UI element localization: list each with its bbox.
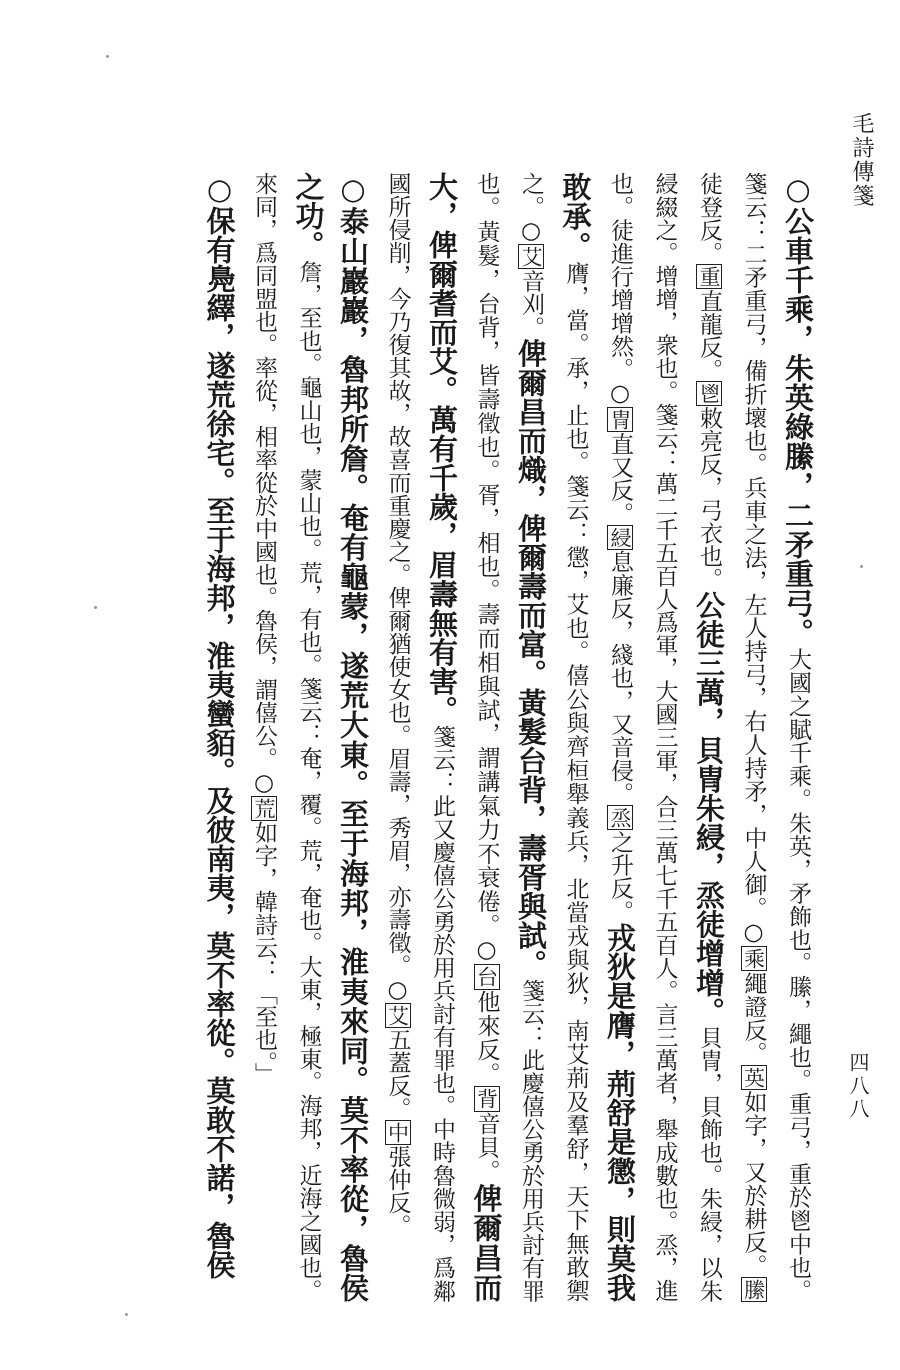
commentary-note: 音貝。	[473, 1111, 500, 1184]
commentary-note: 徒登反。	[696, 172, 722, 265]
boxed-gloss-character: 綅	[608, 526, 632, 548]
scan-speck	[94, 606, 97, 609]
boxed-gloss-character: 乘	[741, 947, 766, 970]
page-number: 四八八	[846, 1052, 870, 1121]
commentary-note: 膺，當。承，止也。箋云：懲，艾也。僖公與齊桓舉義兵，北當戎與狄，南艾荊及羣舒，天下無敢禦之。○	[518, 172, 589, 1302]
commentary-note: 張仲反。	[384, 1145, 411, 1237]
running-header-title: 毛詩傳箋	[849, 112, 874, 208]
scan-speck	[860, 565, 863, 568]
commentary-note: 他來反。	[473, 990, 500, 1086]
boxed-gloss-character: 中	[385, 1122, 410, 1143]
commentary-note: 箋云：此慶僖公勇於用兵討有罪也。黃髮，台背，皆壽徵也。胥，相也。壽而相與試，謂講氣力不衰倦。○	[473, 172, 544, 1302]
boxed-gloss-character: 烝	[608, 806, 632, 829]
paragraph-2	[197, 172, 242, 1302]
commentary-note: 箋云：此又慶僖公勇於用兵討有罪也。中時魯微弱，爲鄰國所侵削，今乃復其故，故喜而重慶之。俾爾猶使女也。眉壽，秀眉，亦壽徵。○	[384, 172, 455, 1302]
paragraph-0	[375, 172, 820, 1302]
verse-text: ○公車千乘，朱英綠縢，二矛重弓。	[781, 172, 815, 648]
boxed-gloss-character: 艾	[519, 246, 543, 268]
scan-speck	[106, 55, 109, 58]
boxed-gloss-character: 英	[741, 1066, 766, 1089]
verse-text: ○保有鳧繹，遂荒徐宅。至于海邦，淮夷蠻貊。及彼南夷，莫不率從。莫敢不諾，魯侯	[202, 172, 237, 1279]
paragraph-1	[242, 172, 376, 1302]
boxed-gloss-character: 鬯	[697, 383, 721, 405]
commentary-note: 直龍反。	[696, 289, 722, 382]
verse-text: 俾爾昌而大，俾爾耆而艾。萬有千歲，眉壽無有害。	[425, 172, 504, 1302]
boxed-gloss-character: 背	[474, 1087, 499, 1110]
verse-text: 公徒三萬，貝冑朱綅，烝徒增增。	[692, 590, 726, 1026]
commentary-note: 如字，韓詩云：「至也。」	[251, 821, 277, 1086]
commentary-note: 詹，至也。龜山也，蒙山也。荒，有也。箋云：奄，覆。荒，奄也。大東，極東。海邦，近海之國也。來同，爲同盟也。率從，相率從於中國也。魯侯，謂僖公。○	[251, 172, 322, 1302]
commentary-note: 直又反。	[607, 432, 633, 525]
boxed-gloss-character: 重	[697, 266, 721, 288]
commentary-note: 敕亮反，弓衣也。	[696, 406, 722, 591]
commentary-note: 息廉反，綫也，又音侵。	[607, 549, 633, 805]
commentary-note: 之升反。	[607, 830, 633, 923]
commentary-note: 繩證反。	[740, 971, 767, 1065]
commentary-note: 如字，又於耕反。	[740, 1090, 767, 1278]
commentary-note: 貝冑，貝飾也。朱綅，以朱綅綴之。增增，衆也。箋云：萬二千五百人爲軍，大國三軍，合三萬七千五百人。言三萬者，舉成數也。烝，進也。徒進行增增然。○	[607, 172, 722, 1302]
commentary-note: 音刈。	[518, 269, 544, 339]
boxed-gloss-character: 冑	[608, 408, 632, 431]
verse-text: ○泰山巖巖，魯邦所詹。奄有龜蒙，遂荒大東。至于海邦，淮夷來同。莫不率從，魯侯之功。	[291, 172, 370, 1302]
boxed-gloss-character: 荒	[252, 798, 276, 819]
boxed-gloss-character: 艾	[385, 1005, 410, 1026]
verse-text: 俾爾昌而熾，俾爾壽而富。黃髮台背，壽胥與試。	[514, 338, 548, 979]
verse-text: 戎狄是膺，荊舒是懲，則莫我敢承。	[558, 172, 637, 1302]
commentary-note: 大國之賦千乘。朱英，矛飾也。縢，繩也。重弓，重於鬯中也。箋云：二矛重弓，備折壞也。兵車之法，左人持弓，右人持矛，中人御。○	[740, 172, 811, 1302]
boxed-gloss-character: 縢	[741, 1279, 766, 1301]
vertical-text-body	[160, 172, 820, 1302]
scan-speck	[125, 1313, 128, 1316]
commentary-note: 五蓋反。	[384, 1028, 411, 1120]
boxed-gloss-character: 台	[474, 966, 499, 988]
